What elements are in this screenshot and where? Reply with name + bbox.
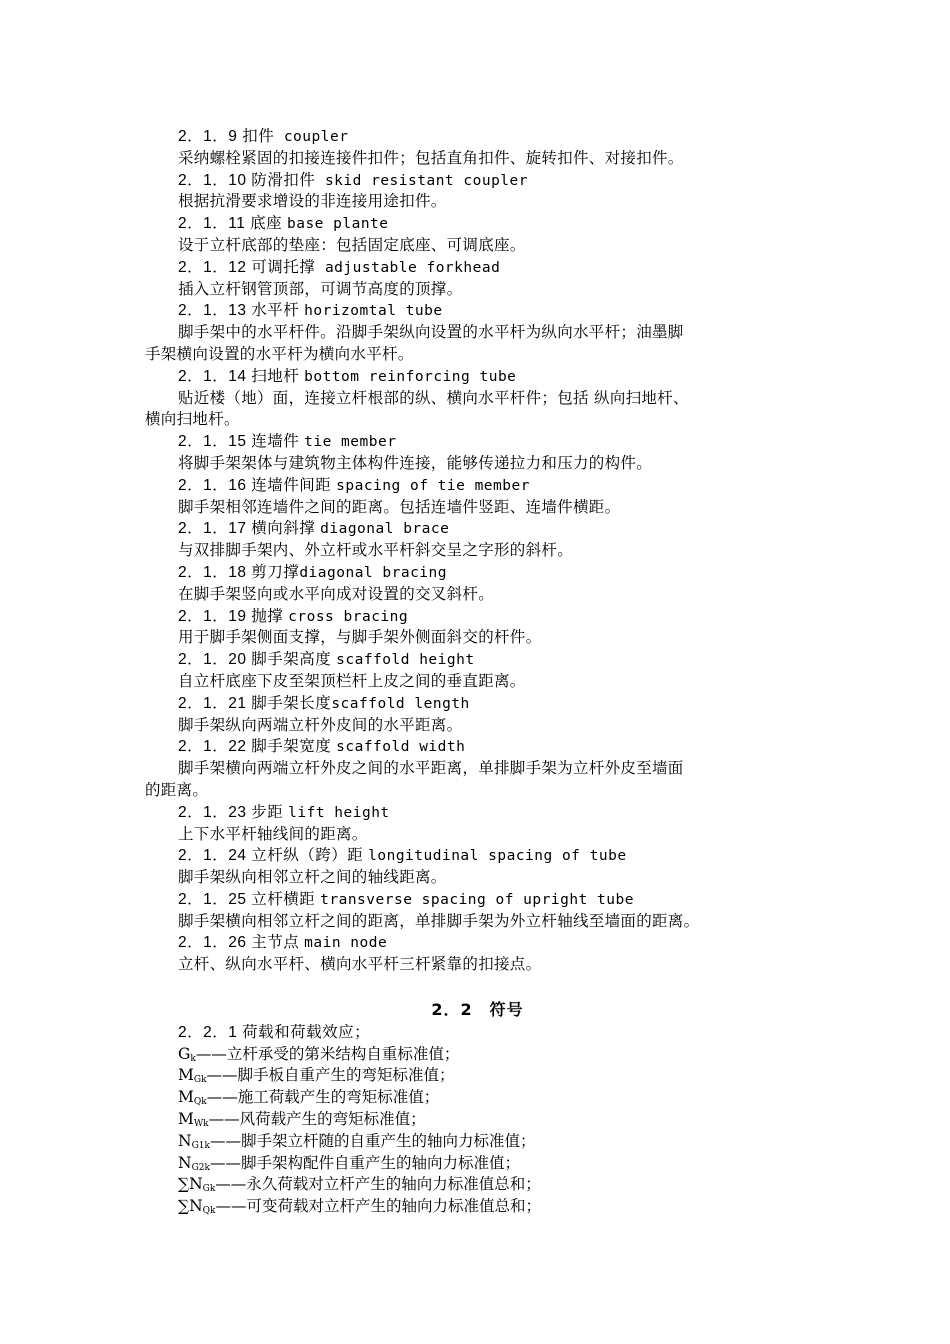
symbol-entry: $M_{Gk}——$脚手板自重产生的弯矩标准值；: [178, 1066, 455, 1086]
term-definition-continued: 横向扫地杆。: [145, 410, 240, 429]
term-heading: 2．1．25 立杆横距 transverse spacing of upright tube: [178, 890, 634, 908]
term-definition: 用于脚手架侧面支撑，与脚手架外侧面斜交的杆件。: [178, 628, 542, 647]
term-definition: 自立杆底座下皮至架顶栏杆上皮之间的垂直距离。: [178, 671, 526, 690]
symbol-entry: $N_{G2k}——$脚手架构配件自重产生的轴向力标准值；: [178, 1153, 520, 1173]
term-heading: 2．1．14 扫地杆 bottom reinforcing tube: [178, 367, 517, 385]
symbol-entry: $M_{Wk}——$风荷载产生的弯矩标准值；: [178, 1110, 426, 1130]
term-definition: 设于立杆底部的垫座：包括固定底座、可调底座。: [178, 235, 526, 254]
term-heading: 2．1．21 脚手架长度scaffold length: [178, 694, 470, 712]
symbol-entry: $\sum N_{Gk}——$永久荷载对立杆产生的轴向力标准值总和；: [178, 1175, 541, 1195]
term-definition: 与双排脚手架内、外立杆或水平杆斜交呈之字形的斜杆。: [178, 541, 574, 560]
term-heading: 2．1．22 脚手架宽度 scaffold width: [178, 738, 466, 756]
term-heading: 2．1．16 连墙件间距 spacing of tie member: [178, 476, 530, 494]
section-title: 2．2 符号: [431, 999, 524, 1019]
term-definition: 脚手架相邻连墙件之间的距离。包括连墙件竖距、连墙件横距。: [178, 497, 621, 516]
term-definition: 在脚手架竖向或水平向成对设置的交叉斜杆。: [178, 584, 495, 603]
term-heading: 2．1．15 连墙件 tie member: [178, 433, 397, 451]
symbols-heading: 2．2．1 荷载和荷载效应；: [178, 1023, 371, 1041]
term-definition: 插入立杆钢管顶部，可调节高度的顶撑。: [178, 279, 463, 298]
term-heading: 2．1．17 横向斜撑 diagonal brace: [178, 520, 450, 538]
term-definition-continued: 手架横向设置的水平杆为横向水平杆。: [145, 344, 414, 363]
term-heading: 2．1．10 防滑扣件 skid resistant coupler: [178, 171, 528, 189]
term-definition-continued: 的距离。: [145, 780, 209, 799]
term-definition: 脚手架横向两端立杆外皮之间的水平距离，单排脚手架为立杆外皮至墙面: [178, 759, 684, 778]
term-definition: 立杆、纵向水平杆、横向水平杆三杆紧靠的扣接点。: [178, 955, 542, 974]
term-heading: 2．1．19 抛撑 cross bracing: [178, 607, 409, 625]
term-heading: 2．1．24 立杆纵（跨）距 longitudinal spacing of tube: [178, 847, 627, 865]
term-definition: 上下水平杆轴线间的距离。: [178, 824, 368, 843]
term-heading: 2．1．11 底座 base plante: [178, 215, 389, 233]
term-definition: 贴近楼（地）面，连接立杆根部的纵、横向水平杆件；包括 纵向扫地杆、: [178, 388, 689, 407]
symbol-entry: $\sum N_{Qk}——$可变荷载对立杆产生的轴向力标准值总和；: [178, 1197, 541, 1217]
symbol-entry: $N_{G1k}——$脚手架立杆随的自重产生的轴向力标准值；: [178, 1131, 536, 1151]
term-definition: 采纳螺栓紧固的扣接连接件扣件；包括直角扣件、旋转扣件、对接扣件。: [178, 148, 684, 167]
term-heading: 2．1．18 剪刀撑diagonal bracing: [178, 563, 447, 581]
symbol-entry: $M_{Qk}——$施工荷载产生的弯矩标准值；: [178, 1088, 440, 1108]
term-heading: 2．1．20 脚手架高度 scaffold height: [178, 651, 475, 669]
term-heading: 2．1．13 水平杆 horizomtal tube: [178, 302, 443, 320]
term-definition: 脚手架横向相邻立杆之间的距离，单排脚手架为外立杆轴线至墙面的距离。: [178, 911, 700, 930]
term-heading: 2．1．12 可调托撑 adjustable forkhead: [178, 258, 501, 276]
term-definition: 脚手架纵向两端立杆外皮间的水平距离。: [178, 715, 463, 734]
term-definition: 脚手架中的水平杆件。沿脚手架纵向设置的水平杆为纵向水平杆；油墨脚: [178, 323, 684, 342]
term-heading: 2．1．23 步距 lift height: [178, 803, 390, 821]
term-heading: 2．1．26 主节点 main node: [178, 934, 388, 952]
term-definition: 根据抗滑要求增设的非连接用途扣件。: [178, 192, 447, 211]
document-body: [145, 126, 810, 1218]
term-heading: 2．1．9 扣件 coupler: [178, 128, 349, 145]
symbol-entry: $G_k——$立杆承受的第米结构自重标准值；: [178, 1044, 460, 1064]
term-definition: 将脚手架架体与建筑物主体构件连接，能够传递拉力和压力的构件。: [178, 453, 653, 472]
term-definition: 脚手架纵向相邻立杆之间的轴线距离。: [178, 868, 447, 887]
section-gap: [145, 976, 810, 998]
